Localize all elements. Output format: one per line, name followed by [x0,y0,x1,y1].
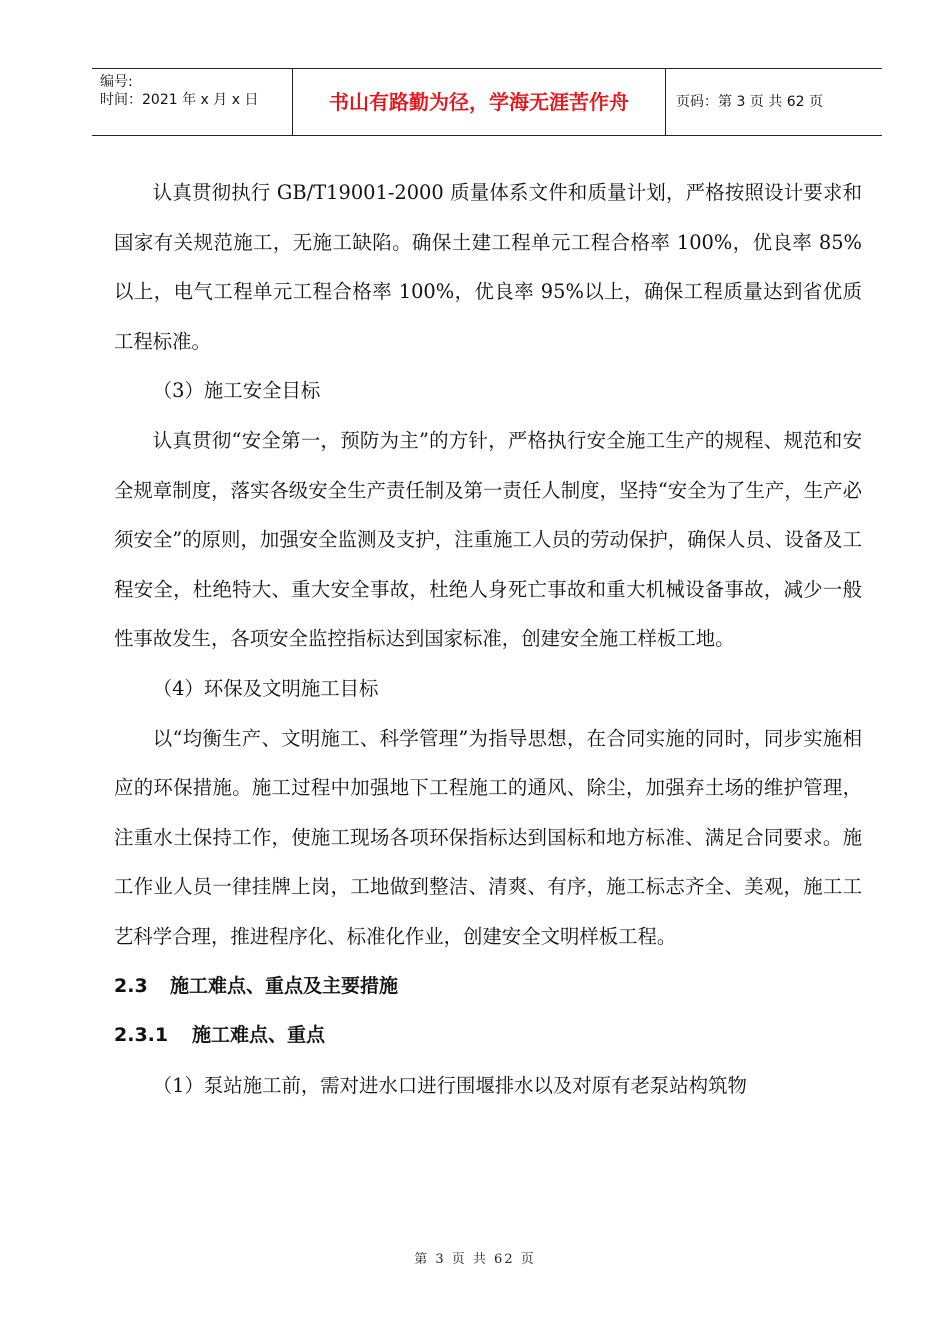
header-meta [100,73,290,109]
quality-goal-paragraph: 认真贯彻执行 GB/T19001-2000 质量体系文件和质量计划，严格按照设计要求和国家有关规范施工，无施工缺陷。确保土建工程单元工程合格率 100%，优良率 85%以上，电气工程单元工程合格率 100%，优良率 95%以上，确保工程质量达到省优质工程标准。 [114,181,862,353]
environment-goal-paragraph: 以“均衡生产、文明施工、科学管理”为指导思想，在合同实施的同时，同步实施相应的环保措施。施工过程中加强地下工程施工的通风、除尘，加强弃土场的维护管理，注重水土保持工作，使施工现场各项环保指标达到国标和地方标准、满足合同要求。施工作业人员一律挂牌上岗，工地做到整洁、清爽、有序，施工标志齐全、美观，施工工艺科学合理，推进程序化、标准化作业，创建安全文明样板工程。 [114,726,862,948]
serial-label: 编号: [100,74,133,90]
section-title: 施工难点、重点 [192,1024,326,1047]
section-heading-2-3-1 [114,1011,862,1061]
section-number: 2.3.1 [114,1024,169,1047]
section-title: 施工难点、重点及主要措施 [170,974,399,997]
safety-goal-subheading: （3）施工安全目标 [152,379,321,403]
page-footer: 第 3 页 共 62 页 [414,1252,536,1267]
document-body [114,168,862,1110]
section-heading-2-3 [114,962,862,1012]
page-header [92,68,882,136]
section-number: 2.3 [114,974,148,997]
difficulty-item-1: （1）泵站施工前，需对进水口进行围堰排水以及对原有老泵站构筑物 [152,1073,747,1097]
safety-goal-paragraph: 认真贯彻“安全第一，预防为主”的方针，严格执行安全施工生产的规程、规范和安全规章制度，落实各级安全生产责任制及第一责任人制度，坚持“安全为了生产，生产必须安全”的原则，加强安全监测及支护，注重施工人员的劳动保护，确保人员、设备及工程安全，杜绝特大、重大安全事故，杜绝人身死亡事故和重大机械设备事故，减少一般性事故发生，各项安全监控指标达到国家标准，创建安全施工样板工地。 [114,428,862,651]
environment-goal-subheading: （4）环保及文明施工目标 [152,676,379,700]
header-divider [665,69,666,135]
time-label: 时间：2021 年 x 月 x 日 [100,92,259,108]
header-motto: 书山有路勤为径，学海无涯苦作舟 [329,90,629,114]
header-page-info: 页码：第 3 页 共 62 页 [676,94,823,110]
